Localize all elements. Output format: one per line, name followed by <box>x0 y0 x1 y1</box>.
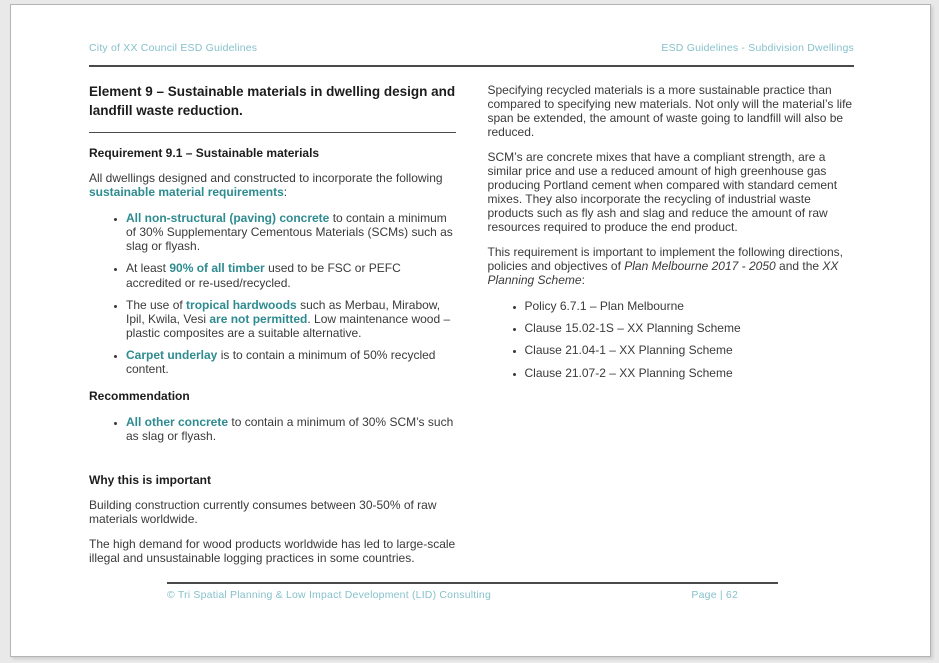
requirement-heading: Requirement 9.1 – Sustainable materials <box>89 146 320 161</box>
why-heading: Why this is important <box>89 472 212 487</box>
footer-copyright: © Tri Spatial Planning & Low Impact Development (LID) Consulting <box>167 589 492 601</box>
header-rule <box>89 65 854 67</box>
right-column <box>488 83 855 565</box>
list-item: • The use of tropical hardwoods such as Merbau, Mirabow, Ipil, Kwila, Vesi are not permitted. Low maintenance wood – plastic composites are a suitable alternative. <box>126 298 456 340</box>
body-paragraph: Specifying recycled materials is a more sustainable practice than compared to specifying new materials. Not only will the material’s life span be extended, the amount of waste going to landfill will also be reduced. <box>487 83 853 140</box>
policy-list <box>488 299 855 379</box>
why-paragraph: The high demand for wood products worldwide has led to large-scale illegal and unsustainable logging practices in some countries. <box>89 536 456 565</box>
header-left-text: City of XX Council ESD Guidelines <box>89 42 258 54</box>
left-column <box>89 83 456 565</box>
two-column-body <box>89 83 854 565</box>
list-item: • All other concrete to contain a minimum of 30% SCM’s such as slag or flyash. <box>126 415 456 443</box>
list-item: • Clause 21.04-1 – XX Planning Scheme <box>525 343 855 357</box>
body-paragraph: This requirement is important to implement the following directions, policies and objectives of Plan Melbourne 2017 - 2050 and the XX Planning Scheme: <box>487 245 843 288</box>
intro-paragraph: All dwellings designed and constructed to incorporate the following sustainable material requirements: <box>89 171 443 200</box>
title-rule <box>89 132 456 134</box>
list-item: • Carpet underlay is to contain a minimum of 50% recycled content. <box>126 348 456 376</box>
list-item: • Clause 21.07-2 – XX Planning Scheme <box>525 366 855 380</box>
recommendations-list <box>89 415 456 443</box>
footer-rule <box>167 582 778 584</box>
body-paragraph: SCM’s are concrete mixes that have a compliant strength, are a similar price and use a reduced amount of high greenhouse gas producing Portland cement when compared with standard cement mixes. They also incorporate the recycling of industrial waste products such as fly ash and slag and reduce the amount of raw resources required to produce the end product. <box>487 150 838 235</box>
why-paragraph: Building construction currently consumes between 30-50% of raw materials worldwide. <box>89 497 437 526</box>
element-title: Element 9 – Sustainable materials in dwelling design and landfill waste reduction. <box>89 84 456 118</box>
list-item: • All non-structural (paving) concrete to contain a minimum of 30% Supplementary Cementous Materials (SCMs) such as slag or flyash. <box>126 211 456 253</box>
recommendation-heading: Recommendation <box>89 388 190 403</box>
list-item: • Policy 6.7.1 – Plan Melbourne <box>525 299 855 313</box>
list-item: • At least 90% of all timber used to be FSC or PEFC accredited or re-used/recycled. <box>126 261 456 289</box>
list-item: • Clause 15.02-1S – XX Planning Scheme <box>525 321 855 335</box>
page-header <box>89 42 854 54</box>
page-footer <box>167 582 778 601</box>
header-right-text: ESD Guidelines - Subdivision Dwellings <box>661 42 854 54</box>
footer-page-number: Page | 62 <box>691 589 738 601</box>
document-page <box>10 4 931 657</box>
requirements-list <box>89 211 456 375</box>
